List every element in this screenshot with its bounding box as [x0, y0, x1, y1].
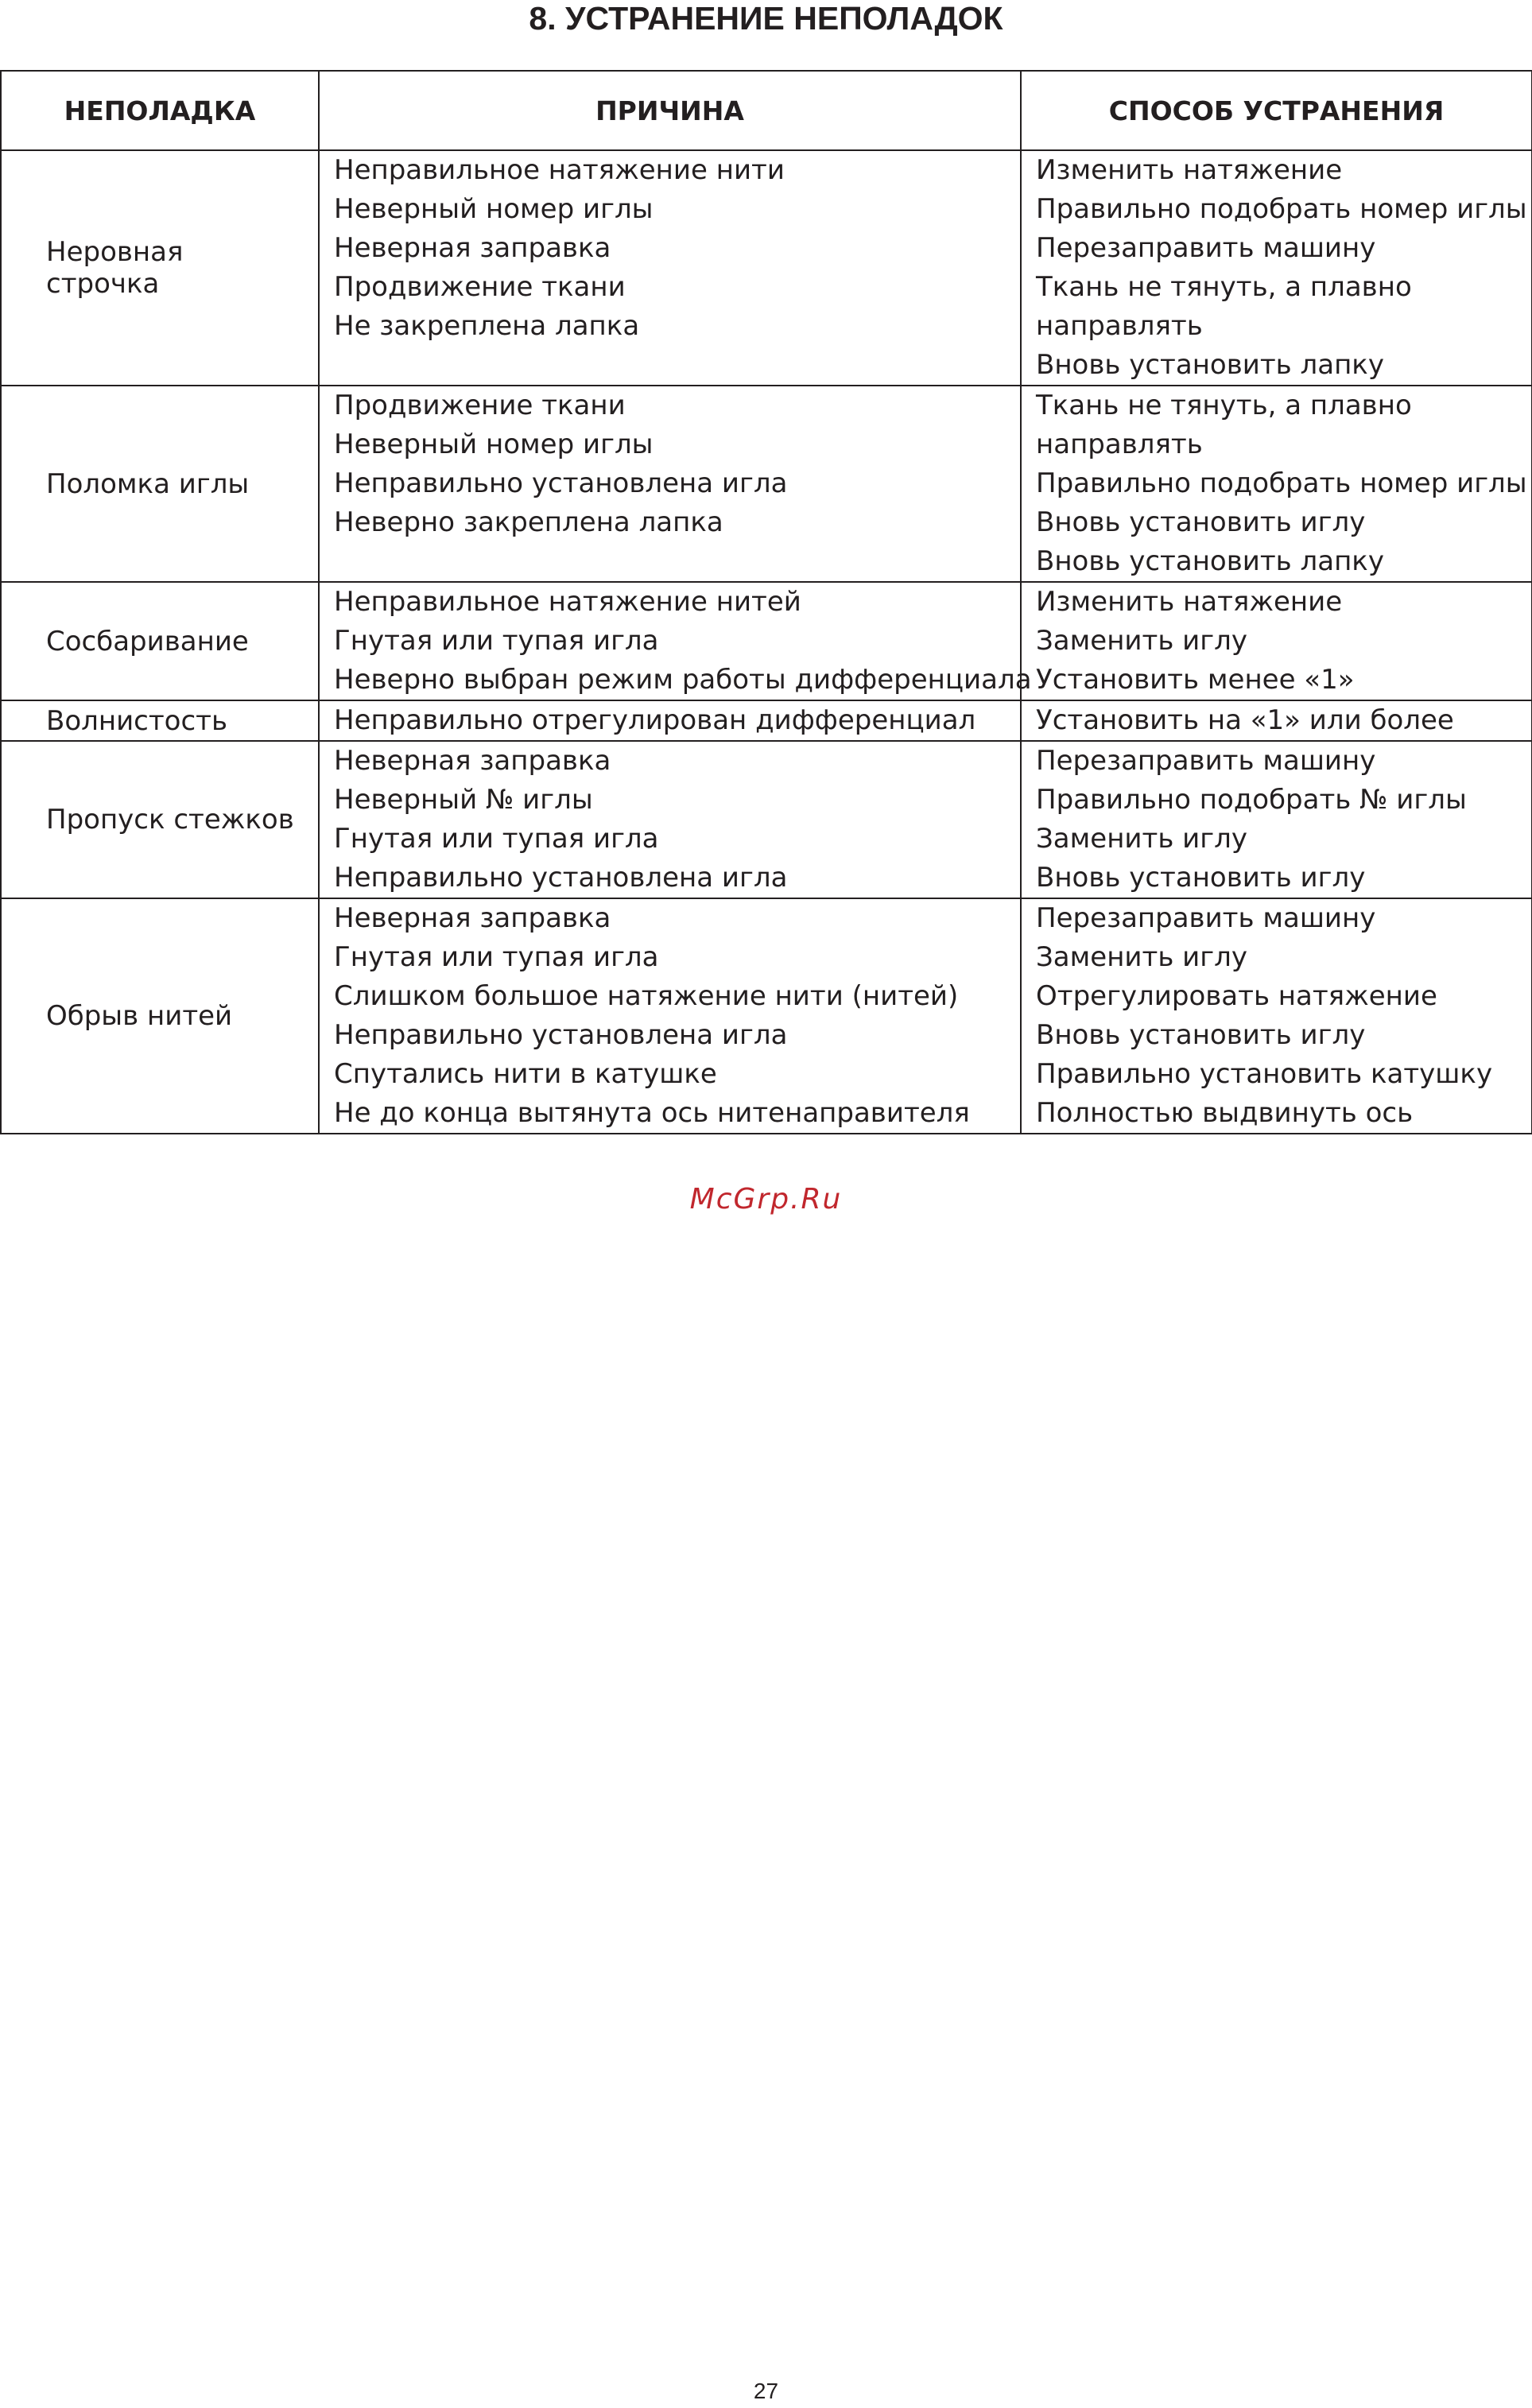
- problem-cell: Неровная строчка: [1, 150, 319, 386]
- remedy-line: Правильно подобрать номер иглы: [1036, 193, 1527, 225]
- cause-line: Неверная заправка: [334, 902, 611, 934]
- problem-cell: Обрыв нитей: [1, 898, 319, 1134]
- cause-line: Неверный номер иглы: [334, 193, 654, 225]
- page-number: 27: [753, 2379, 779, 2403]
- table-row: [1, 741, 1532, 898]
- header-cause: ПРИЧИНА: [319, 71, 1021, 150]
- remedy-cell: [1021, 386, 1532, 582]
- remedy-line: Заменить иглу: [1036, 941, 1247, 973]
- remedy-line: Изменить натяжение: [1036, 154, 1343, 186]
- problem-cell: Пропуск стежков: [1, 741, 319, 898]
- cause-cell: [319, 386, 1021, 582]
- cause-line: Неверно выбран режим работы дифференциала: [334, 664, 1032, 696]
- remedy-line: Вновь установить иглу: [1036, 1019, 1366, 1051]
- watermark[interactable]: McGrp.Ru: [689, 1183, 843, 1216]
- remedy-line: Ткань не тянуть, а плавно: [1036, 390, 1412, 421]
- table-row: [1, 150, 1532, 386]
- cause-cell: [319, 582, 1032, 700]
- remedy-line: Вновь установить лапку: [1036, 349, 1384, 381]
- cause-line: Гнутая или тупая игла: [334, 625, 659, 657]
- table-row: [1, 700, 1532, 741]
- cause-line: Неправильно отрегулирован дифференциал: [334, 704, 976, 736]
- remedy-line: Отрегулировать натяжение: [1036, 980, 1437, 1012]
- table-row: [1, 898, 1532, 1134]
- cause-line: Неправильно установлена игла: [334, 467, 788, 499]
- cause-line: Слишком большое натяжение нити (нитей): [334, 980, 959, 1012]
- remedy-line: Заменить иглу: [1036, 625, 1247, 657]
- remedy-line: Перезаправить машину: [1036, 902, 1376, 934]
- remedy-line: направлять: [1036, 428, 1203, 460]
- remedy-line: направлять: [1036, 310, 1203, 342]
- cause-line: Неправильное натяжение нитей: [334, 586, 801, 618]
- cause-line: Продвижение ткани: [334, 390, 626, 421]
- problem-cell: Волнистость: [1, 700, 319, 741]
- cause-line: Спутались нити в катушке: [334, 1058, 717, 1090]
- troubleshooting-table: [0, 70, 1532, 1134]
- remedy-line: Вновь установить иглу: [1036, 506, 1366, 538]
- remedy-line: Вновь установить иглу: [1036, 862, 1366, 894]
- remedy-cell: [1021, 741, 1532, 898]
- cause-line: Гнутая или тупая игла: [334, 941, 659, 973]
- header-remedy: СПОСОБ УСТРАНЕНИЯ: [1021, 71, 1532, 150]
- table-row: [1, 582, 1532, 700]
- remedy-line: Вновь установить лапку: [1036, 545, 1384, 577]
- remedy-cell: [1021, 700, 1532, 741]
- cause-line: Неверный № иглы: [334, 784, 593, 816]
- remedy-line: Установить на «1» или более: [1036, 704, 1454, 736]
- problem-cell: Сосбаривание: [1, 582, 319, 700]
- table-row: [1, 386, 1532, 582]
- cause-line: Неправильное натяжение нити: [334, 154, 785, 186]
- remedy-cell: [1021, 898, 1532, 1134]
- cause-cell: [319, 898, 1021, 1134]
- problem-cell: Поломка иглы: [1, 386, 319, 582]
- cause-line: Неверно закреплена лапка: [334, 506, 723, 538]
- cause-cell: [319, 150, 1021, 386]
- remedy-line: Правильно подобрать номер иглы: [1036, 467, 1527, 499]
- page-title: 8. УСТРАНЕНИЕ НЕПОЛАДОК: [529, 0, 1003, 37]
- remedy-line: Правильно установить катушку: [1036, 1058, 1493, 1090]
- remedy-line: Изменить натяжение: [1036, 586, 1343, 618]
- header-problem: НЕПОЛАДКА: [1, 71, 319, 150]
- cause-cell: [319, 741, 1021, 898]
- cause-line: Неправильно установлена игла: [334, 862, 788, 894]
- cause-line: Не до конца вытянута ось нитенаправителя: [334, 1097, 970, 1129]
- cause-line: Неверная заправка: [334, 745, 611, 777]
- cause-line: Неверная заправка: [334, 232, 611, 264]
- remedy-line: Перезаправить машину: [1036, 232, 1376, 264]
- remedy-line: Заменить иглу: [1036, 823, 1247, 855]
- remedy-line: Установить менее «1»: [1036, 664, 1355, 696]
- table-header-row: [1, 71, 1532, 150]
- remedy-line: Перезаправить машину: [1036, 745, 1376, 777]
- remedy-line: Полностью выдвинуть ось: [1036, 1097, 1414, 1129]
- remedy-line: Правильно подобрать № иглы: [1036, 784, 1467, 816]
- cause-line: Неверный номер иглы: [334, 428, 654, 460]
- cause-line: Не закреплена лапка: [334, 310, 640, 342]
- cause-cell: [319, 700, 1021, 741]
- table-body: [1, 150, 1532, 1134]
- remedy-line: Ткань не тянуть, а плавно: [1036, 271, 1412, 303]
- remedy-cell: [1021, 150, 1532, 386]
- cause-line: Неправильно установлена игла: [334, 1019, 788, 1051]
- remedy-cell: [1021, 582, 1532, 700]
- cause-line: Гнутая или тупая игла: [334, 823, 659, 855]
- cause-line: Продвижение ткани: [334, 271, 626, 303]
